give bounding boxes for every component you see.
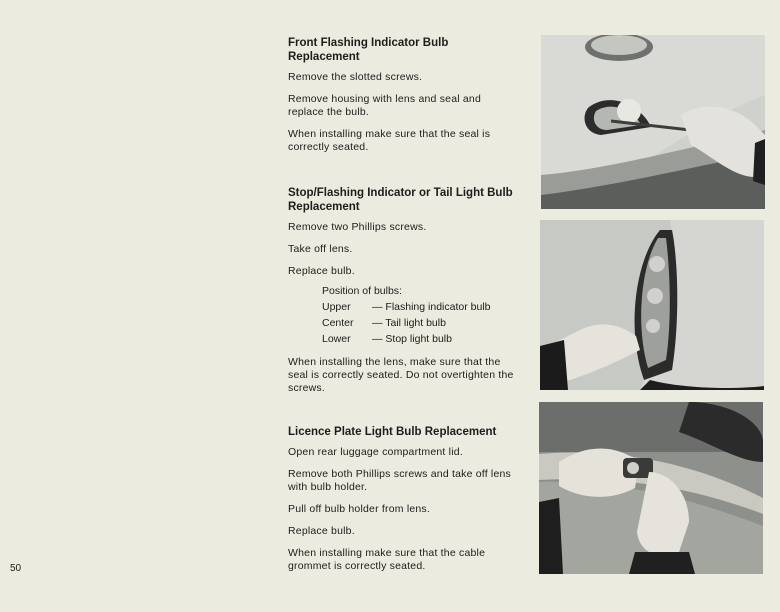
paragraph: Replace bulb. <box>288 265 355 277</box>
bulb-positions-title: Position of bulbs: <box>322 285 402 297</box>
photo-front-indicator <box>541 35 765 209</box>
bulb-name: — Flashing indicator bulb <box>372 301 491 313</box>
section-heading: Front Flashing Indicator Bulb Replacement <box>288 37 449 63</box>
paragraph: Take off lens. <box>288 243 353 255</box>
section-front-indicator <box>288 36 514 163</box>
section-heading: Licence Plate Light Bulb Replacement <box>288 426 497 438</box>
page-number: 50 <box>10 563 22 574</box>
paragraph: Pull off bulb holder from lens. <box>288 503 430 515</box>
paragraph: Remove the slotted screws. <box>288 71 423 83</box>
bulb-row <box>322 331 514 347</box>
paragraph: Replace bulb. <box>288 525 355 537</box>
photo-licence-plate-light <box>539 402 763 574</box>
photo-tail-light <box>540 220 764 390</box>
paragraph: When installing the lens, make sure that the seal is correctly seated. Do not overtighten the screws. <box>288 356 514 394</box>
bulb-position: Center <box>322 317 354 329</box>
paragraph: When installing make sure that the seal is correctly seated. <box>288 128 491 153</box>
bulb-name: — Tail light bulb <box>372 317 446 329</box>
paragraph: Remove both Phillips screws and take off lens with bulb holder. <box>288 468 511 493</box>
section-licence-plate-light <box>288 425 514 582</box>
bulb-position: Lower <box>322 333 351 345</box>
paragraph: Remove two Phillips screws. <box>288 221 427 233</box>
bulb-row <box>322 315 514 331</box>
paragraph: Remove housing with lens and seal and replace the bulb. <box>288 93 482 118</box>
bulb-name: — Stop light bulb <box>372 333 452 345</box>
bulb-positions <box>322 283 514 347</box>
bulb-position: Upper <box>322 301 351 313</box>
paragraph: Open rear luggage compartment lid. <box>288 446 463 458</box>
paragraph: When installing make sure that the cable grommet is correctly seated. <box>288 547 486 572</box>
bulb-row <box>322 299 514 315</box>
section-stop-tail-light <box>288 186 514 404</box>
section-heading: Stop/Flashing Indicator or Tail Light Bulb Replacement <box>288 187 513 213</box>
